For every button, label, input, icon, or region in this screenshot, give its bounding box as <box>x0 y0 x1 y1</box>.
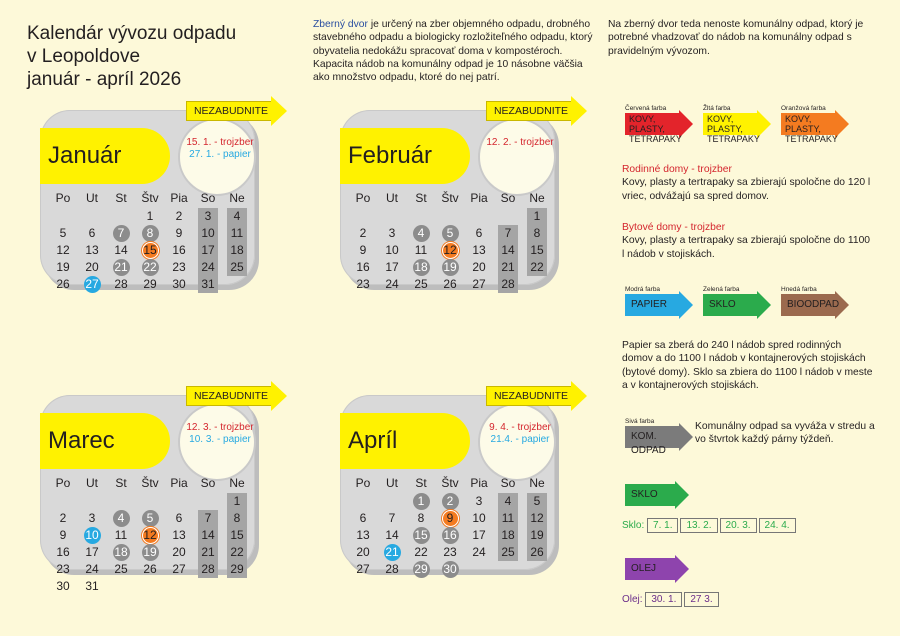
calendar-január <box>40 105 269 291</box>
calendar-day: 7 <box>204 511 212 525</box>
color-caption: Hnedá farba <box>781 286 817 293</box>
bin-arrow-sklo-label: SKLO <box>631 489 658 500</box>
weekday-header: Ne <box>229 476 245 490</box>
page-title <box>27 22 236 91</box>
calendar-day: 26 <box>443 277 457 291</box>
calendar-day: 9 <box>175 226 183 240</box>
calendar-day: 17 <box>472 528 486 542</box>
family-info <box>622 163 872 203</box>
calendar-day: 12 <box>56 243 70 257</box>
calendar-day: 28 <box>501 277 515 291</box>
calendar-day: 26 <box>143 562 157 576</box>
calendar-day: 27 <box>472 277 486 291</box>
weekday-header: Pia <box>470 191 488 205</box>
reminder-label: NEZABUDNITE <box>493 390 569 402</box>
intro-highlight: Zberný dvor <box>313 19 368 30</box>
color-caption: Oranžová farba <box>781 105 826 112</box>
calendar-day: 2 <box>59 511 67 525</box>
bin-arrow-bioodpad <box>781 294 849 316</box>
weekday-header: St <box>115 191 127 205</box>
reminder-label: NEZABUDNITE <box>193 390 269 402</box>
calendar-day: 13 <box>85 243 99 257</box>
reminder-note: 10. 3. - papier <box>189 434 251 445</box>
color-caption: Zelená farba <box>703 286 740 293</box>
weekday-header: St <box>415 476 427 490</box>
calendar-day: 15 <box>143 243 157 257</box>
reminder-note: 9. 4. - trojzber <box>489 422 551 433</box>
olej-prefix: Olej: <box>622 594 646 605</box>
calendar-day: 17 <box>201 243 215 257</box>
title-line-2: v Leopoldove <box>27 46 141 67</box>
calendar-day: 6 <box>359 511 367 525</box>
calendar-day: 19 <box>530 528 544 542</box>
flats-heading: Bytové domy - trojzber <box>622 222 726 233</box>
bin-arrow-kovy <box>781 113 849 144</box>
bin-arrow-sklo <box>625 484 689 506</box>
calendar-day: 23 <box>172 260 186 274</box>
calendar-day: 1 <box>533 209 541 223</box>
calendar-day: 7 <box>388 511 396 525</box>
calendar-day: 30 <box>172 277 186 291</box>
calendar-day: 16 <box>56 545 70 559</box>
calendar-day: 16 <box>443 528 457 542</box>
intro-text: je určený na zber objemného odpadu, drobného stavebného odpadu a biologicky rozložiteľného odpadu, ktorý obyvatelia nedokážu spracovať doma v kompostéroch. Kapacita nádob na komunálny odpad je 10 násobne väčšia ako množstvo odpadu, ktoré do nej patrí. <box>313 19 593 84</box>
calendar-day: 29 <box>414 562 428 576</box>
calendar-day: 18 <box>501 528 515 542</box>
reminder-notes <box>480 137 560 149</box>
weekday-header: So <box>500 191 516 205</box>
calendar-day: 21 <box>385 545 399 559</box>
calendar-day: 20 <box>85 260 99 274</box>
calendar-day: 13 <box>472 243 486 257</box>
weekday-header: Ne <box>229 191 245 205</box>
calendar-day: 29 <box>143 277 157 291</box>
color-caption: Červená farba <box>625 105 667 112</box>
calendar-day: 25 <box>414 277 428 291</box>
calendar-day: 12 <box>143 528 157 542</box>
calendar-day: 1 <box>417 494 425 508</box>
bin-arrow-sklo-label: SKLO <box>709 299 736 310</box>
weekday-header: So <box>200 476 216 490</box>
sklo-date: 7. 1. <box>647 518 678 533</box>
calendar-day: 20 <box>356 545 370 559</box>
calendar-day: 27 <box>85 277 99 291</box>
calendar-február <box>340 105 569 291</box>
bin-arrow-kovy-label: KOVY, PLASTY, TETRAPAKY <box>785 114 838 144</box>
bin-arrow-papier <box>625 294 693 316</box>
calendar-day: 26 <box>530 545 544 559</box>
reminder-arrow <box>486 381 588 411</box>
calendar-day: 27 <box>356 562 370 576</box>
calendar-day: 19 <box>143 545 157 559</box>
weekday-header: Štv <box>141 476 159 490</box>
calendar-day: 23 <box>443 545 457 559</box>
weekday-header: Štv <box>441 476 459 490</box>
title-line-3: január - apríl 2026 <box>27 69 182 90</box>
calendar-day: 25 <box>501 545 515 559</box>
reminder-circle <box>478 118 556 196</box>
month-name: Marec <box>40 413 170 469</box>
bin-arrow-kovy-label: KOVY, PLASTY, TETRAPAKY <box>707 114 760 144</box>
calendar-day: 31 <box>85 579 99 593</box>
calendar-day: 4 <box>233 209 241 223</box>
flats-info <box>622 221 872 261</box>
bin-arrow-olej <box>625 558 689 580</box>
calendar-day: 18 <box>230 243 244 257</box>
reminder-notes <box>180 422 260 446</box>
calendar-day: 16 <box>172 243 186 257</box>
calendar-day: 21 <box>201 545 215 559</box>
weekday-header: Ut <box>386 191 398 205</box>
weekday-header: Pia <box>170 476 188 490</box>
calendar-day: 25 <box>230 260 244 274</box>
sklo-date: 13. 2. <box>680 518 717 533</box>
color-caption: Sivá farba <box>625 418 655 425</box>
calendar-day: 14 <box>385 528 399 542</box>
reminder-label: NEZABUDNITE <box>193 105 269 117</box>
weekday-header: St <box>415 191 427 205</box>
weekday-header: Ut <box>86 191 98 205</box>
olej-date: 30. 1. <box>645 592 682 607</box>
sklo-dates <box>622 518 798 533</box>
intro-paragraph <box>313 18 593 84</box>
calendar-day: 22 <box>414 545 428 559</box>
calendar-day: 17 <box>385 260 399 274</box>
calendar-day: 15 <box>414 528 428 542</box>
paper-info: Papier sa zberá do 240 l nádob spred rodinných domov a do 1100 l nádob v kontajnerových stojiskách (bytové domy). Sklo sa zbiera do 1100 l nádob v meste a v kontajnerových stojiskách. <box>622 340 873 391</box>
calendar-day: 2 <box>175 209 183 223</box>
calendar-day: 13 <box>172 528 186 542</box>
calendar-day: 20 <box>472 260 486 274</box>
calendar-day: 10 <box>472 511 486 525</box>
calendar-day: 9 <box>359 243 367 257</box>
calendar-day: 19 <box>443 260 457 274</box>
calendar-day: 29 <box>230 562 244 576</box>
calendar-day: 11 <box>414 243 428 257</box>
weekday-header: St <box>115 476 127 490</box>
calendar-day: 4 <box>504 494 512 508</box>
calendar-day: 4 <box>417 226 425 240</box>
calendar-day: 3 <box>88 511 96 525</box>
reminder-notes <box>180 137 260 161</box>
calendar-day: 10 <box>85 528 99 542</box>
calendar-day: 6 <box>175 511 183 525</box>
calendar-day: 14 <box>201 528 215 542</box>
calendar-marec <box>40 390 269 593</box>
reminder-note: 27. 1. - papier <box>189 149 251 160</box>
calendar-day: 9 <box>446 511 454 525</box>
calendar-day: 5 <box>446 226 454 240</box>
calendar-day: 12 <box>443 243 457 257</box>
calendar-day: 7 <box>117 226 125 240</box>
reminder-note: 15. 1. - trojzber <box>186 137 254 148</box>
calendar-day: 3 <box>204 209 212 223</box>
calendar-day: 21 <box>114 260 128 274</box>
calendar-day: 22 <box>143 260 157 274</box>
calendar-day: 24 <box>201 260 215 274</box>
weekday-header: Po <box>55 476 71 490</box>
bin-arrow-papier-head <box>679 291 693 319</box>
calendar-day: 17 <box>85 545 99 559</box>
calendar-day: 8 <box>146 226 154 240</box>
olej-date: 27 3. <box>684 592 718 607</box>
calendar-day: 3 <box>388 226 396 240</box>
calendar-day: 22 <box>530 260 544 274</box>
calendar-day: 30 <box>56 579 70 593</box>
weekday-header: Ne <box>529 191 545 205</box>
calendar-day: 5 <box>59 226 67 240</box>
reminder-note: 12. 3. - trojzber <box>186 422 254 433</box>
sklo-prefix: Sklo: <box>622 520 648 531</box>
olej-dates <box>622 592 721 607</box>
bin-arrow-kovy <box>703 113 771 144</box>
calendar-day: 3 <box>475 494 483 508</box>
calendar-day: 15 <box>230 528 244 542</box>
calendar-day: 23 <box>356 277 370 291</box>
family-text: Kovy, plasty a tertrapaky sa zbierajú spoločne do 120 l vriec, odvážajú sa spred domov. <box>622 177 871 202</box>
reminder-notes <box>480 422 560 446</box>
calendar-day: 13 <box>356 528 370 542</box>
weekday-header: Pia <box>170 191 188 205</box>
family-heading: Rodinné domy - trojzber <box>622 164 732 175</box>
calendar-day: 30 <box>443 562 457 576</box>
bin-arrow-bioodpad-label: BIOODPAD <box>787 299 840 310</box>
calendar-day: 28 <box>114 277 128 291</box>
weekday-header: Štv <box>441 191 459 205</box>
bin-arrow-olej-label: OLEJ <box>631 563 657 574</box>
sklo-date: 24. 4. <box>759 518 796 533</box>
reminder-label: NEZABUDNITE <box>493 105 569 117</box>
weekday-header: Ut <box>86 476 98 490</box>
weekday-header: Pia <box>470 476 488 490</box>
bin-arrow-sklo <box>703 294 771 316</box>
calendar-day: 28 <box>385 562 399 576</box>
calendar-day: 31 <box>201 277 215 291</box>
bin-arrow-sklo-head <box>675 481 689 509</box>
flats-text: Kovy, plasty a tertrapaky sa zbierajú spoločne do 1100 l nádob v stojiskách. <box>622 235 871 260</box>
month-name: Január <box>40 128 170 184</box>
bin-arrow-kom-odpad-label: KOM. ODPAD <box>631 431 666 456</box>
calendar-day: 5 <box>533 494 541 508</box>
calendar-day: 8 <box>417 511 425 525</box>
calendar-apríl <box>340 390 569 576</box>
bin-arrow-olej-head <box>675 555 689 583</box>
calendar-day: 11 <box>114 528 128 542</box>
calendar-day: 25 <box>114 562 128 576</box>
title-line-1: Kalendár vývozu odpadu <box>27 23 237 44</box>
calendar-day: 4 <box>117 511 125 525</box>
weekday-header: Ne <box>529 476 545 490</box>
calendar-day: 2 <box>359 226 367 240</box>
calendar-day: 5 <box>146 511 154 525</box>
calendar-day: 24 <box>385 277 399 291</box>
calendar-day: 6 <box>475 226 483 240</box>
sklo-date: 20. 3. <box>720 518 757 533</box>
reminder-arrow <box>486 96 588 126</box>
calendar-day: 7 <box>504 226 512 240</box>
calendar-day: 23 <box>56 562 70 576</box>
reminder-arrow <box>186 96 288 126</box>
calendar-day: 8 <box>533 226 541 240</box>
reminder-note: 21.4. - papier <box>490 434 550 445</box>
bin-arrow-kovy-label: KOVY, PLASTY, TETRAPAKY <box>629 114 682 144</box>
calendar-day: 2 <box>446 494 454 508</box>
month-name: Február <box>340 128 470 184</box>
calendar-day: 1 <box>233 494 241 508</box>
weekday-header: Štv <box>141 191 159 205</box>
bin-arrow-kom-odpad <box>625 426 693 456</box>
calendar-day: 27 <box>172 562 186 576</box>
weekday-header: Po <box>355 191 371 205</box>
calendar-day: 10 <box>201 226 215 240</box>
weekday-header: So <box>500 476 516 490</box>
weekday-header: Po <box>355 476 371 490</box>
calendar-day: 1 <box>146 209 154 223</box>
calendar-day: 20 <box>172 545 186 559</box>
color-caption: Modrá farba <box>625 286 661 293</box>
calendar-day: 6 <box>88 226 96 240</box>
calendar-day: 10 <box>385 243 399 257</box>
calendar-day: 9 <box>59 528 67 542</box>
bin-arrow-sklo-head <box>757 291 771 319</box>
calendar-day: 8 <box>233 511 241 525</box>
calendar-day: 16 <box>356 260 370 274</box>
reminder-arrow <box>186 381 288 411</box>
calendar-day: 21 <box>501 260 515 274</box>
bin-arrow-papier-label: PAPIER <box>631 299 667 310</box>
calendar-day: 15 <box>530 243 544 257</box>
calendar-day: 18 <box>414 260 428 274</box>
calendar-day: 14 <box>501 243 515 257</box>
month-name: Apríl <box>340 413 470 469</box>
intro-paragraph-2: Na zberný dvor teda nenoste komunálny odpad, ktorý je potrebné vhadzovať do nádob na komunálny odpad s pravidelným vývozom. <box>608 19 864 57</box>
calendar-day: 28 <box>201 562 215 576</box>
calendar-day: 26 <box>56 277 70 291</box>
weekday-header: Ut <box>386 476 398 490</box>
calendar-day: 11 <box>230 226 244 240</box>
calendar-day: 24 <box>472 545 486 559</box>
calendar-day: 14 <box>114 243 128 257</box>
color-caption: Žltá farba <box>703 105 731 112</box>
reminder-note: 12. 2. - trojzber <box>486 137 554 148</box>
weekday-header: So <box>200 191 216 205</box>
calendar-day: 12 <box>530 511 544 525</box>
kom-info: Komunálny odpad sa vyváža v stredu a vo štvrtok každý párny týždeň. <box>695 421 875 446</box>
calendar-day: 19 <box>56 260 70 274</box>
bin-arrow-kovy <box>625 113 693 144</box>
calendar-day: 11 <box>501 511 515 525</box>
calendar-day: 18 <box>114 545 128 559</box>
calendar-day: 24 <box>85 562 99 576</box>
calendar-day: 22 <box>230 545 244 559</box>
weekday-header: Po <box>55 191 71 205</box>
